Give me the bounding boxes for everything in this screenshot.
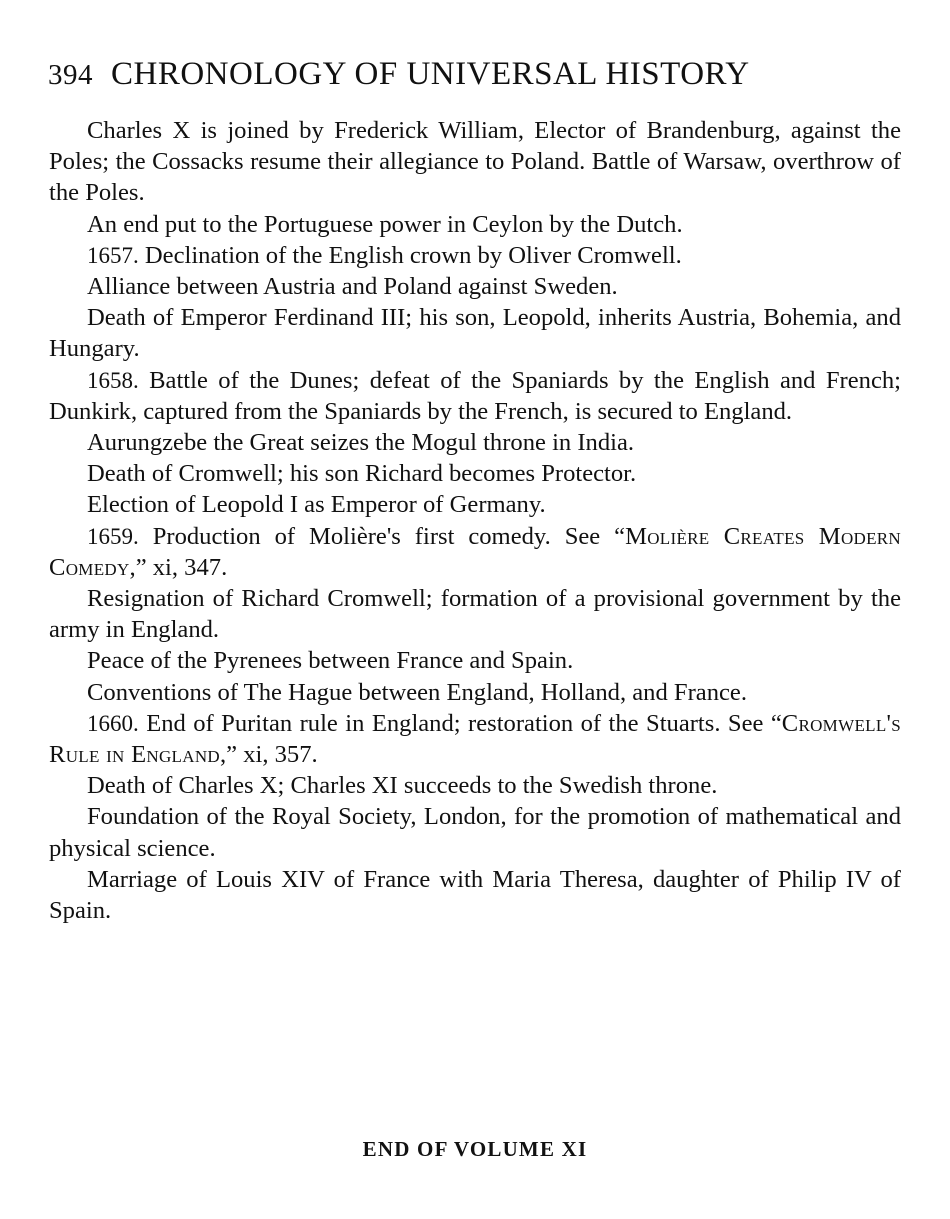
chronology-entries <box>49 115 901 926</box>
entry-text: Election of Leopold I as Emperor of Germany. <box>87 491 546 519</box>
entry-text: Peace of the Pyrenees between France and Spain. <box>87 647 574 675</box>
entry-text: Death of Emperor Ferdinand III; his son, Leopold, inherits Austria, Bohemia, and Hungary. <box>49 304 901 363</box>
cross-reference-title: Cromwell's Rule in England <box>49 709 901 769</box>
entry-1657-crown-declined <box>49 240 901 271</box>
cross-reference-title: Molière Creates Modern Comedy <box>49 522 902 581</box>
running-head-title: CHRONOLOGY OF UNIVERSAL HISTORY <box>111 56 750 92</box>
entry-text: Declination of the English crown by Oliver Cromwell. <box>144 241 682 269</box>
entry-year: 1657. <box>87 242 139 268</box>
entry-royal-society <box>49 801 901 863</box>
entry-hague-conventions <box>49 677 901 708</box>
entry-text: Death of Charles X; Charles XI succeeds to the Swedish throne. <box>87 772 718 800</box>
entry-text: Aurungzebe the Great seizes the Mogul throne in India. <box>87 429 635 457</box>
entry-text: Resignation of Richard Cromwell; formation of a provisional government by the army in England. <box>49 585 901 644</box>
entry-aurungzebe <box>49 427 901 458</box>
entry-year: 1658. <box>87 367 139 393</box>
entry-text: End of Puritan rule in England; restoration of the Stuarts. See “ <box>146 709 782 737</box>
entry-text: Alliance between Austria and Poland against Sweden. <box>87 273 618 301</box>
entry-1658-dunes <box>49 365 901 427</box>
end-of-volume-colophon: END OF VOLUME XI <box>362 1137 588 1161</box>
entry-text: Marriage of Louis XIV of France with Maria Theresa, daughter of Philip IV of Spain. <box>49 865 901 925</box>
entry-ferdinand-death <box>49 302 901 364</box>
entry-louis-xiv-marriage <box>49 864 901 926</box>
page-number: 394 <box>48 59 93 91</box>
cross-reference-location: ,” xi, 347. <box>129 553 228 581</box>
entry-text: Death of Cromwell; his son Richard becomes Protector. <box>87 460 637 488</box>
entry-cromwell-death <box>49 458 901 489</box>
entry-text: Battle of the Dunes; defeat of the Spaniards by the English and French; Dunkirk, captured from the Spaniards by the French, is secured to England. <box>49 366 901 425</box>
entry-richard-resignation <box>49 583 901 645</box>
entry-text: Charles X is joined by Frederick William, Elector of Brandenburg, against the Poles; the Cossacks resume their allegiance to Poland. Battle of Warsaw, overthrow of the Poles. <box>49 117 901 207</box>
entry-ceylon-dutch <box>49 209 901 240</box>
entry-1659-moliere <box>49 521 901 583</box>
entry-year: 1660. <box>87 710 139 736</box>
entry-peace-pyrenees <box>49 645 901 676</box>
entry-charles-xi <box>49 770 901 801</box>
entry-text: Production of Molière's first comedy. See “ <box>152 522 626 550</box>
entry-text: An end put to the Portuguese power in Ceylon by the Dutch. <box>87 210 683 238</box>
entry-text: Conventions of The Hague between England, Holland, and France. <box>87 678 747 706</box>
running-head <box>48 52 908 97</box>
entry-1660-restoration <box>49 708 901 770</box>
entry-year: 1659. <box>87 523 139 549</box>
entry-charles-x-brandenburg <box>49 115 901 209</box>
entry-austria-poland-alliance <box>49 271 901 302</box>
cross-reference-location: ,” xi, 357. <box>219 741 318 769</box>
entry-leopold-election <box>49 489 901 520</box>
entry-text: Foundation of the Royal Society, London, for the promotion of mathematical and physical science. <box>49 803 901 862</box>
